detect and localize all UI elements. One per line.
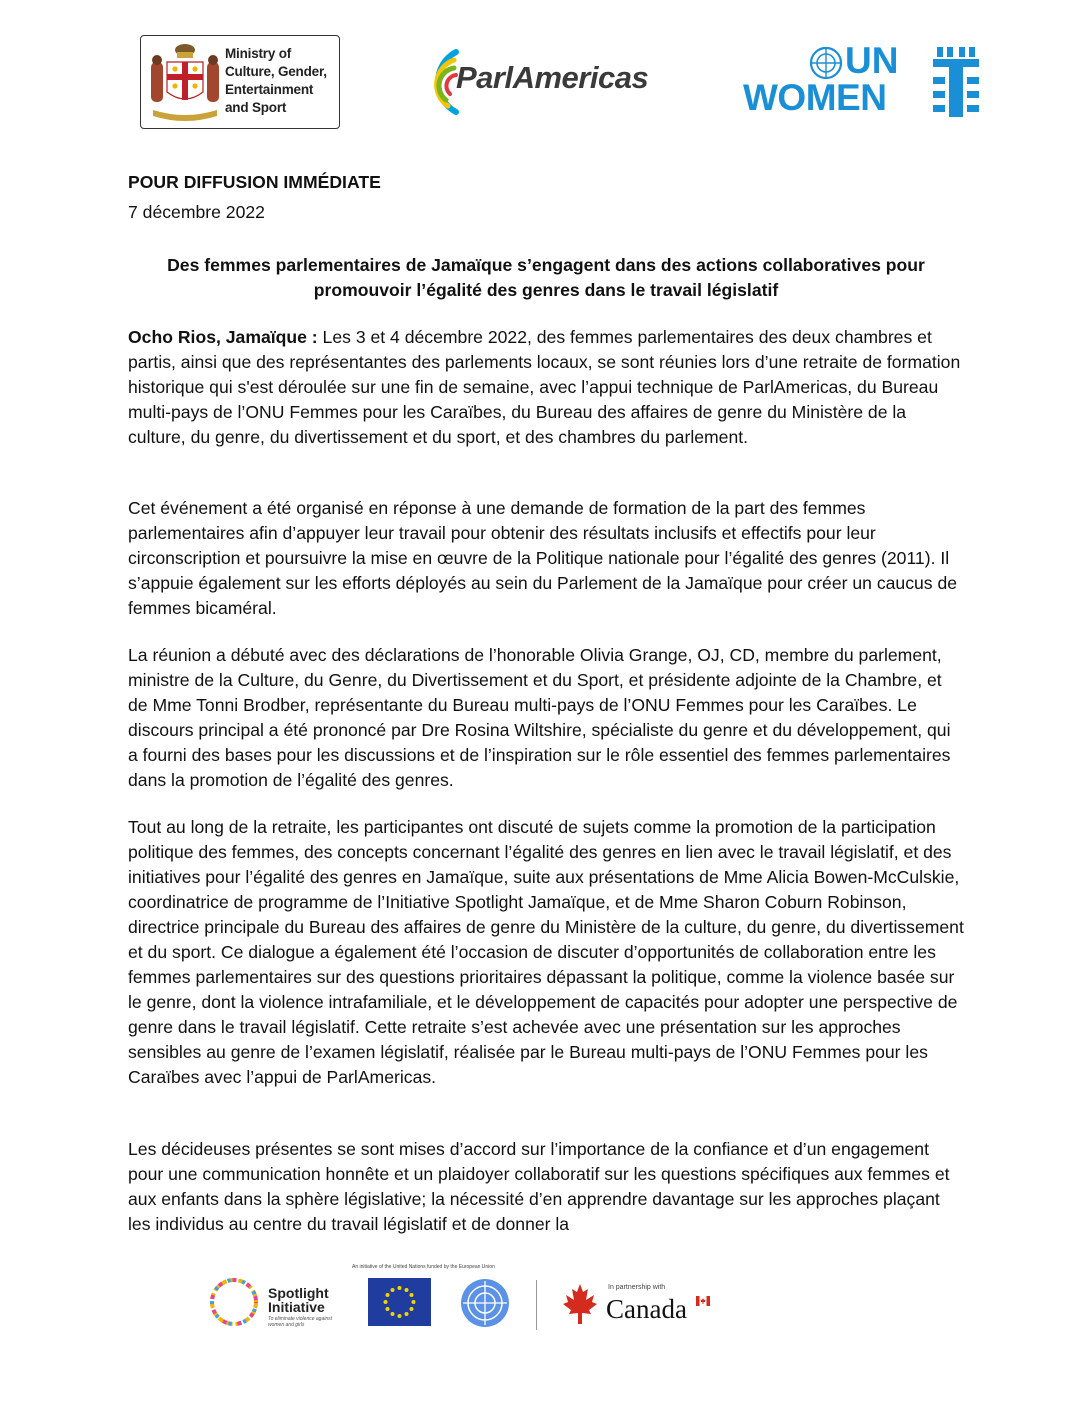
un-women-line1: UN [845,40,899,81]
dateline: Ocho Rios, Jamaïque : [128,327,318,347]
footer-logos [200,1262,720,1342]
un-women-symbol-icon [933,47,979,117]
paragraph-3: La réunion a débuté avec des déclarations de l’honorable Olivia Grange, OJ, CD, membre du parlement, ministre de la Culture, du Genre, du Divertissement et du Sport, et présidente adjointe de la Chambre, et de Mme Tonni Brodber, représentante du Bureau multi-pays de l’ONU Femmes pour les Caraïbes. Le discours principal a été prononcé par Dre Rosina Wiltshire, spécialiste du genre et du développement, qui a fourni des bases pour les discussions et de l’inspiration sur le rôle essentiel des femmes parlementaires dans la promotion de l’égalité des genres. [128,645,951,790]
canada-wordmark: Canada [606,1294,687,1324]
release-date: 7 décembre 2022 [128,202,265,222]
ministry-logo [140,35,340,129]
paragraph-1 [128,325,964,450]
paragraph-1-body: Les 3 et 4 décembre 2022, des femmes parlementaires des deux chambres et partis, ainsi que des représentantes des parlements locaux, se sont réunies lors d’une retraite de formation historique qui s'est déroulée sur une fin de semaine, avec l’appui technique de ParlAmericas, du Bureau multi-pays de l’ONU Femmes pour les Caraïbes, du Bureau des affaires de genre du Ministère de la culture, du genre, du divertissement et du sport, et des chambres du parlement. [128,327,961,447]
un-emblem-icon [448,1276,522,1330]
release-label: POUR DIFFUSION IMMÉDIATE [128,172,381,192]
spotlight-name: Spotlight Initiative [268,1285,329,1315]
maple-leaf-icon [562,1282,598,1326]
canada-flag-small-icon [696,1296,710,1306]
footer-divider [536,1280,537,1330]
eu-flag-icon [368,1278,431,1326]
ministry-logo-text: Ministry of Culture, Gender, Entertainment and Sport [225,46,327,115]
paragraph-2: Cet événement a été organisé en réponse à une demande de formation de la part des femmes parlementaires afin d’appuyer leur travail pour obtenir des résultats inclusifs et effectifs pour leur circonscription et poursuivre la mise en œuvre de la Politique nationale pour l’égalité des genres (2011). Il s’appuie également sur les efforts déployés au sein du Parlement de la Jamaïque pour créer un caucus de femmes bicaméral. [128,498,958,618]
partnership-text: In partnership with [608,1284,666,1291]
un-women-line2: WOMEN [743,77,887,118]
press-release-headline: Des femmes parlementaires de Jamaïque s’engagent dans des actions collaboratives pour promouvoir l’égalité des genres dans le travail législatif [167,255,925,300]
spotlight-ring-icon [208,1276,260,1328]
paragraph-4: Tout au long de la retraite, les participantes ont discuté de sujets comme la promotion de la participation politique des femmes, des concepts concernant l’égalité des genres en lien avec le travail législatif, et des initiatives pour l’égalité des genres en Jamaïque, suite aux présentations de Mme Alicia Bowen-McCulskie, coordinatrice de programme de l’Initiative Spotlight Jamaïque, et de Mme Sharon Coburn Robinson, directrice principale du Bureau des affaires de genre du Ministère de la culture, du genre, du divertissement et du sport. Ce dialogue a également été l’occasion de discuter d’opportunités de collaboration entre les femmes parlementaires sur des questions prioritaires dépassant la politique, comme la violence basée sur le genre, dont la violence intrafamiliale, et le développement de capacités pour adopter une perspective de genre dans le travail législatif. Cette retraite s’est achevée avec une présentation sur les approches sensibles au genre de l’examen législatif, réalisée par le Bureau multi-pays de l’ONU Femmes pour les Caraïbes avec l’appui de ParlAmericas. [128,817,964,1087]
spotlight-tagline: To eliminate violence against women and girls [268,1316,333,1328]
parlamericas-logo [408,44,684,120]
jamaica-coat-of-arms-icon [147,40,223,126]
un-women-logo [743,40,981,118]
initiative-note: An initiative of the United Nations funded by the European Union [352,1264,495,1270]
parlamericas-wordmark: ParlAmericas [456,60,649,95]
un-emblem-small-icon [809,46,843,80]
paragraph-5: Les décideuses présentes se sont mises d’accord sur l’importance de la confiance et d’un engagement pour une communication honnête et un plaidoyer collaboratif sur les questions spécifiques aux femmes et aux enfants dans la sphère législative; la nécessité d’en apprendre davantage sur les approches plaçant les individus au centre du travail législatif et de donner la [128,1139,950,1234]
